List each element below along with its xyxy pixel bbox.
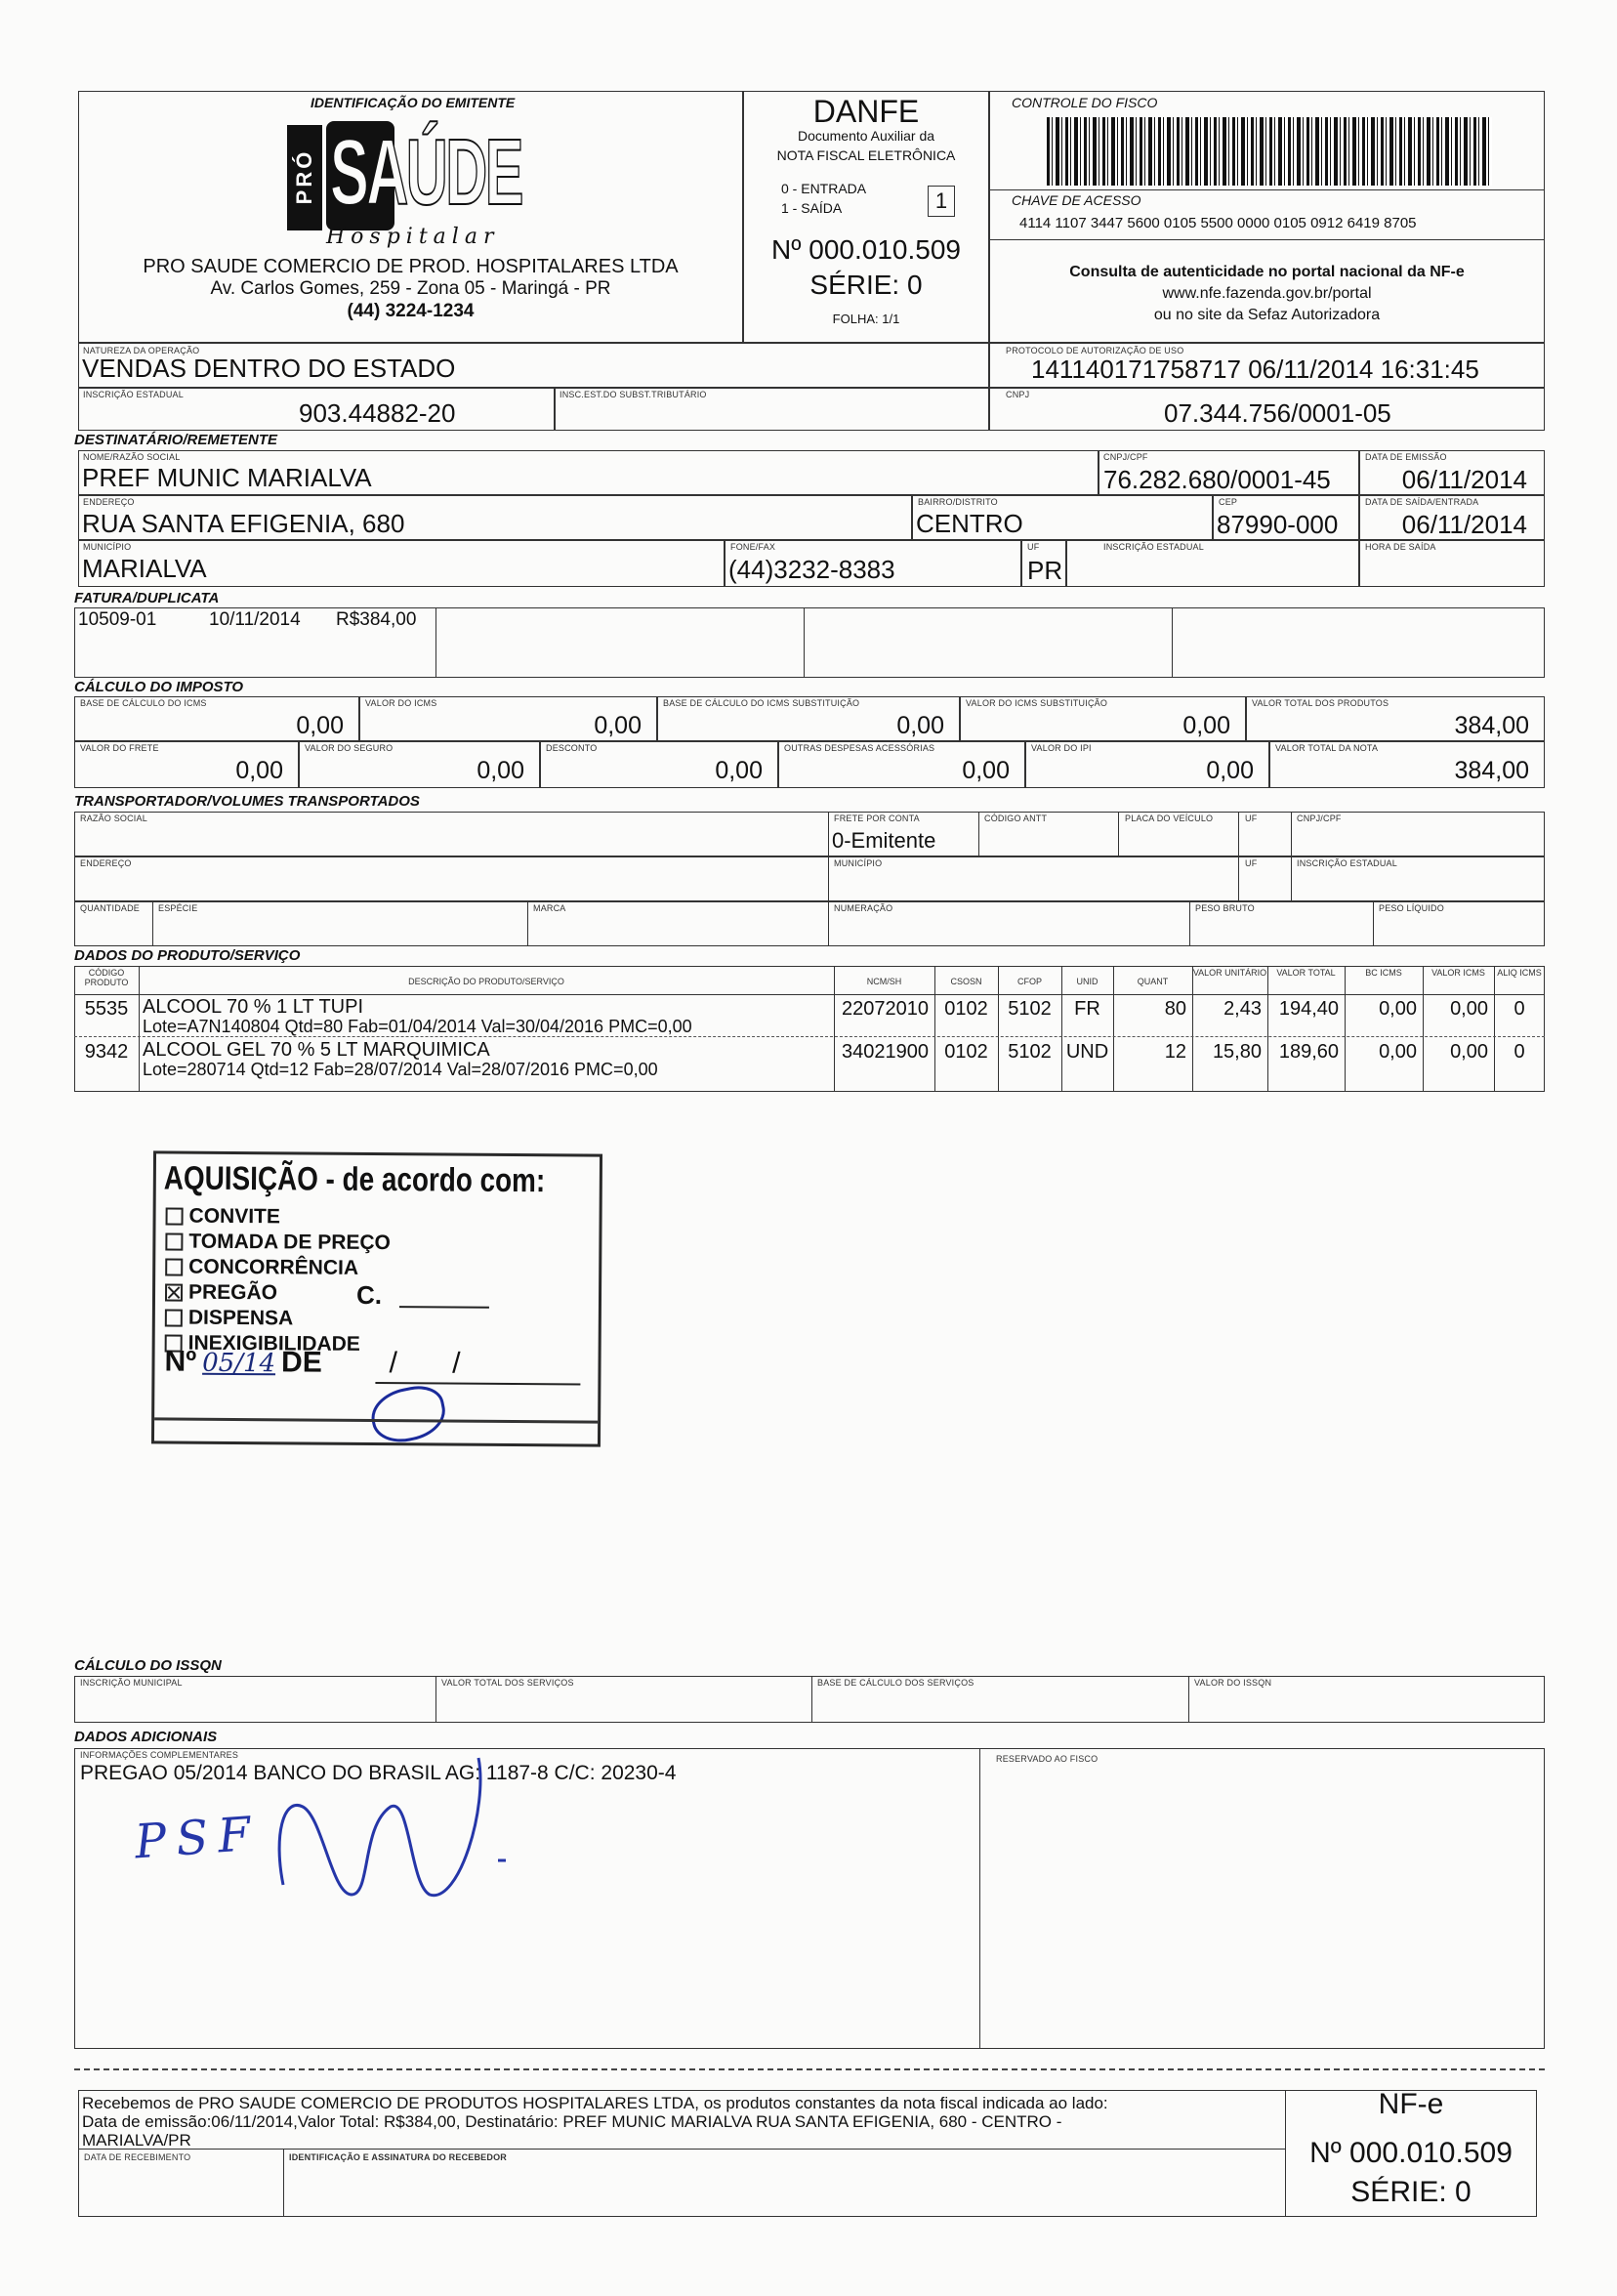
handwritten-psf: PSF	[133, 1806, 263, 1870]
canhoto-numero: Nº 000.010.509	[1309, 2137, 1513, 2169]
stamp-option-label: TOMADA DE PREÇO	[188, 1230, 391, 1255]
transp-razao-label: RAZÃO SOCIAL	[80, 814, 147, 823]
consulta-line-2: www.nfe.fazenda.gov.br/portal	[1162, 285, 1372, 302]
produtos-header-cfop: CFOP	[1016, 977, 1042, 986]
transp-div-c	[1118, 812, 1119, 856]
consulta-line-1: Consulta de autenticidade no portal nacional da NF-e	[1069, 264, 1465, 280]
imposto-cell-label: VALOR DO ICMS	[365, 698, 437, 708]
stamp-initials-signature	[367, 1381, 450, 1447]
emitente-cnpj-label: CNPJ	[1006, 390, 1030, 399]
issqn-im-label: INSCRIÇÃO MUNICIPAL	[80, 1678, 183, 1688]
produto-cfop: 5102	[1008, 998, 1052, 1020]
transp-numeracao-label: NUMERAÇÃO	[834, 903, 893, 913]
produtos-header-ncm: NCM/SH	[866, 977, 902, 986]
destinatario-section-label: DESTINATÁRIO/REMETENTE	[74, 432, 278, 448]
produto-aliq-icms: 0	[1513, 1041, 1525, 1063]
produtos-col-divider	[1345, 966, 1346, 1092]
checkbox-empty-icon	[165, 1259, 183, 1276]
dest-ie-label: INSCRIÇÃO ESTADUAL	[1103, 542, 1204, 552]
company-logo	[287, 115, 541, 249]
stamp-date-blank: / /	[389, 1347, 484, 1380]
imposto-cell-label: VALOR DO FRETE	[80, 743, 159, 753]
produto-ncm: 34021900	[842, 1041, 929, 1063]
produtos-header-valor-total: VALOR TOTAL	[1276, 968, 1336, 978]
danfe-subtitle-2: NOTA FISCAL ELETRÔNICA	[776, 147, 956, 163]
issqn-div-3	[1188, 1676, 1189, 1723]
stamp-option-label: DISPENSA	[187, 1306, 294, 1330]
issqn-servicos-label: VALOR TOTAL DOS SERVIÇOS	[441, 1678, 574, 1688]
produto-descricao: ALCOOL 70 % 1 LT TUPI	[143, 996, 364, 1018]
produtos-col-divider	[1267, 966, 1268, 1092]
produto-quant: 12	[1164, 1041, 1186, 1063]
transp-especie-label: ESPÉCIE	[158, 903, 198, 913]
produtos-header-aliq-icms: ALIQ ICMS	[1497, 968, 1542, 978]
fatura-divider-2	[804, 607, 805, 678]
produto-valor-total: 194,40	[1278, 998, 1339, 1020]
stamp-title: AQUISIÇÃO - de acordo com:	[163, 1159, 546, 1200]
produto-csosn: 0102	[944, 1041, 988, 1063]
produtos-header-unid: UNID	[1076, 977, 1099, 986]
produto-valor-total: 189,60	[1278, 1041, 1339, 1063]
issqn-box	[74, 1676, 1545, 1723]
adicionais-section-label: DADOS ADICIONAIS	[74, 1729, 218, 1745]
emitente-cnpj-value: 07.344.756/0001-05	[1164, 398, 1391, 428]
produto-aliq-icms: 0	[1513, 998, 1525, 1020]
issqn-div-1	[435, 1676, 436, 1723]
transp-marca-label: MARCA	[533, 903, 566, 913]
emitente-name: PRO SAUDE COMERCIO DE PROD. HOSPITALARES LTDA	[143, 256, 679, 277]
produto-codigo: 9342	[84, 1041, 129, 1063]
produto-valor-unit: 2,43	[1223, 998, 1262, 1020]
canhoto-divider-v1	[283, 2149, 284, 2217]
produto-valor-icms: 0,00	[1450, 1041, 1488, 1063]
dest-emissao-label: DATA DE EMISSÃO	[1365, 452, 1447, 462]
produto-ncm: 22072010	[842, 998, 929, 1020]
stamp-option-label: CONVITE	[188, 1204, 281, 1229]
dest-cep-value: 87990-000	[1217, 510, 1339, 539]
emitente-address: Av. Carlos Gomes, 259 - Zona 05 - Maringá - PR	[210, 278, 611, 299]
transp-div-h	[1291, 856, 1292, 901]
fisco-divider-1	[989, 189, 1545, 190]
dest-municipio-value: MARIALVA	[82, 554, 207, 583]
produtos-header-valor-icms: VALOR ICMS	[1431, 968, 1485, 978]
imposto-cell-label: VALOR DO ICMS SUBSTITUIÇÃO	[966, 698, 1108, 708]
produto-bc-icms: 0,00	[1379, 1041, 1417, 1063]
acquisition-stamp	[151, 1150, 602, 1446]
produtos-header-bc-icms: BC ICMS	[1365, 968, 1402, 978]
produto-lote: Lote=A7N140804 Qtd=80 Fab=01/04/2014 Val=30/04/2016 PMC=0,00	[143, 1017, 692, 1036]
transp-peso-bruto-label: PESO BRUTO	[1195, 903, 1255, 913]
handwritten-signature	[244, 1748, 537, 1943]
checkbox-empty-icon	[166, 1208, 184, 1226]
ie-st-label: INSC.EST.DO SUBST.TRIBUTÁRIO	[560, 390, 707, 399]
transp-frete-label: FRETE POR CONTA	[834, 814, 920, 823]
imposto-cell-value: 0,00	[594, 712, 642, 739]
transp-cnpj-label: CNPJ/CPF	[1297, 814, 1342, 823]
transp-antt-label: CÓDIGO ANTT	[984, 814, 1048, 823]
imposto-cell-value: 0,00	[896, 712, 944, 739]
stamp-numero-row	[164, 1345, 321, 1379]
stamp-option-label: CONCORRÊNCIA	[188, 1255, 359, 1279]
produto-cfop: 5102	[1008, 1041, 1052, 1063]
transp-quantidade-label: QUANTIDADE	[80, 903, 141, 913]
canhoto-nfe: NF-e	[1378, 2088, 1444, 2120]
ie-value: 903.44882-20	[299, 398, 456, 428]
dest-cnpj-label: CNPJ/CPF	[1103, 452, 1148, 462]
stamp-de-label: DE	[280, 1346, 322, 1379]
imposto-cell-value: 0,00	[296, 712, 344, 739]
transp-div-l	[1189, 901, 1190, 946]
stamp-dispensa-line	[399, 1306, 489, 1309]
transp-div-k	[828, 901, 829, 946]
logo-saude-text: SAÚDE	[330, 120, 521, 225]
natureza-value: VENDAS DENTRO DO ESTADO	[82, 354, 456, 383]
transp-row3	[74, 901, 1545, 946]
adicionais-divider	[979, 1748, 980, 2049]
natureza-label: NATUREZA DA OPERAÇÃO	[83, 346, 200, 355]
produto-descricao: ALCOOL GEL 70 % 5 LT MARQUIMICA	[143, 1039, 490, 1061]
imposto-cell-label: BASE DE CÁLCULO DO ICMS	[80, 698, 207, 708]
stamp-option	[165, 1306, 294, 1330]
danfe-numero: Nº 000.010.509	[771, 234, 961, 265]
canhoto-serie: SÉRIE: 0	[1350, 2176, 1472, 2208]
transp-uf2-label: UF	[1245, 858, 1258, 868]
transp-ie-label: INSCRIÇÃO ESTADUAL	[1297, 858, 1397, 868]
fatura-valor: R$384,00	[336, 609, 417, 630]
stamp-date-line	[375, 1382, 580, 1385]
transp-peso-liquido-label: PESO LÍQUIDO	[1379, 903, 1444, 913]
logo-hospitalar-text: Hospitalar	[326, 225, 500, 249]
canhoto-text-2: Data de emissão:06/11/2014,Valor Total: R$384,00, Destinatário: PREF MUNIC MARIALVA RUA SANTA EFIGENIA, 680 - CENTRO -	[82, 2112, 1062, 2131]
transp-div-a	[828, 812, 829, 856]
transp-municipio-label: MUNICÍPIO	[834, 858, 883, 868]
imposto-cell-label: VALOR DO SEGURO	[305, 743, 394, 753]
fatura-vencimento: 10/11/2014	[209, 609, 301, 630]
imposto-cell-value: 0,00	[962, 757, 1010, 784]
transp-div-m	[1373, 901, 1374, 946]
imposto-cell-value: 384,00	[1454, 757, 1529, 784]
imposto-cell-value: 384,00	[1454, 712, 1529, 739]
dest-endereco-label: ENDEREÇO	[83, 497, 135, 507]
danfe-folha: FOLHA: 1/1	[832, 312, 900, 326]
imposto-cell-label: BASE DE CÁLCULO DO ICMS SUBSTITUIÇÃO	[663, 698, 860, 708]
stamp-option-label: PREGÃO	[187, 1280, 278, 1305]
produtos-header-valor-unit: VALOR UNITÁRIO	[1192, 968, 1267, 978]
logo-pro-text: PRÓ	[292, 148, 316, 205]
produto-unid: UND	[1065, 1041, 1109, 1063]
transp-div-j	[527, 901, 528, 946]
adicionais-info-value: PREGAO 05/2014 BANCO DO BRASIL AG: 1187-8 C/C: 20230-4	[80, 1762, 677, 1784]
transp-frete-value: 0-Emitente	[832, 828, 936, 853]
danfe-subtitle-1: Documento Auxiliar da	[797, 128, 935, 144]
produtos-col-divider	[1494, 966, 1495, 1092]
dest-uf-value: PR	[1027, 556, 1063, 585]
controle-fisco-label: CONTROLE DO FISCO	[1012, 95, 1158, 110]
fatura-section-label: FATURA/DUPLICATA	[74, 590, 220, 606]
fatura-divider-1	[435, 607, 436, 678]
canhoto-text-3: MARIALVA/PR	[82, 2131, 191, 2150]
transp-div-f	[828, 856, 829, 901]
transp-div-e	[1291, 812, 1292, 856]
adicionais-reservado-label: RESERVADO AO FISCO	[996, 1754, 1099, 1764]
dest-cnpj-value: 76.282.680/0001-45	[1103, 465, 1331, 494]
protocolo-value: 141140171758717 06/11/2014 16:31:45	[1031, 355, 1479, 384]
produtos-col-divider	[1192, 966, 1193, 1092]
stamp-option	[165, 1280, 277, 1305]
chave-acesso-label: CHAVE DE ACESSO	[1012, 192, 1141, 208]
danfe-tipo-box: 1	[928, 186, 955, 217]
produto-lote: Lote=280714 Qtd=12 Fab=28/07/2014 Val=28/07/2016 PMC=0,00	[143, 1060, 658, 1079]
dest-emissao-value: 06/11/2014	[1401, 465, 1527, 494]
produto-quant: 80	[1164, 998, 1186, 1020]
imposto-cell-value: 0,00	[1206, 757, 1254, 784]
ie-label: INSCRIÇÃO ESTADUAL	[83, 390, 184, 399]
dest-endereco-value: RUA SANTA EFIGENIA, 680	[82, 509, 405, 538]
chave-acesso-value: 4114 1107 3447 5600 0105 5500 0000 0105 0912 6419 8705	[1019, 215, 1417, 231]
produtos-header-csosn: CSOSN	[950, 977, 982, 986]
stamp-option-label: INEXIGIBILIDADE	[187, 1331, 360, 1356]
dest-cep-label: CEP	[1219, 497, 1238, 507]
canhoto-text-1: Recebemos de PRO SAUDE COMERCIO DE PRODUTOS HOSPITALARES LTDA, os produtos constantes da nota fiscal indicada ao lado:	[82, 2094, 1108, 2112]
dest-fone-value: (44)3232-8383	[728, 555, 895, 584]
transp-div-g	[1238, 856, 1239, 901]
transp-placa-label: PLACA DO VEÍCULO	[1125, 814, 1214, 823]
emitente-section-label: IDENTIFICAÇÃO DO EMITENTE	[311, 95, 516, 110]
dest-hora-label: HORA DE SAÍDA	[1365, 542, 1436, 552]
produto-codigo: 5535	[84, 998, 129, 1020]
issqn-div-2	[811, 1676, 812, 1723]
produtos-header-divider	[74, 994, 1545, 995]
fatura-numero: 10509-01	[78, 609, 157, 630]
dest-nome-label: NOME/RAZÃO SOCIAL	[83, 452, 181, 462]
dest-municipio-label: MUNICÍPIO	[83, 542, 132, 552]
produto-bc-icms: 0,00	[1379, 998, 1417, 1020]
produtos-col-divider	[1423, 966, 1424, 1092]
dest-bairro-value: CENTRO	[916, 509, 1023, 538]
produto-csosn: 0102	[944, 998, 988, 1020]
produtos-header-quant: QUANT	[1137, 977, 1169, 986]
imposto-cell-label: VALOR TOTAL DA NOTA	[1275, 743, 1379, 753]
adicionais-info-label: INFORMAÇÕES COMPLEMENTARES	[80, 1750, 239, 1760]
stamp-option	[165, 1255, 358, 1279]
imposto-cell-label: VALOR DO IPI	[1031, 743, 1092, 753]
dest-fone-label: FONE/FAX	[730, 542, 776, 552]
imposto-cell-value: 0,00	[235, 757, 283, 784]
produtos-section-label: DADOS DO PRODUTO/SERVIÇO	[74, 947, 301, 964]
stamp-numero-value: 05/14	[202, 1348, 276, 1379]
imposto-cell-label: DESCONTO	[546, 743, 598, 753]
imposto-cell-value: 0,00	[715, 757, 763, 784]
dest-saida-label: DATA DE SAÍDA/ENTRADA	[1365, 497, 1479, 507]
canhoto-divider-h	[78, 2149, 1285, 2150]
transportador-section-label: TRANSPORTADOR/VOLUMES TRANSPORTADOS	[74, 793, 420, 810]
issqn-base-label: BASE DE CÁLCULO DOS SERVIÇOS	[817, 1678, 974, 1688]
imposto-section-label: CÁLCULO DO IMPOSTO	[74, 679, 244, 695]
danfe-title: DANFE	[812, 94, 920, 129]
stamp-option	[166, 1204, 281, 1229]
transp-endereco-label: ENDEREÇO	[80, 858, 132, 868]
dest-saida-value: 06/11/2014	[1401, 510, 1527, 539]
issqn-section-label: CÁLCULO DO ISSQN	[74, 1657, 222, 1674]
danfe-saida: 1 - SAÍDA	[781, 200, 843, 216]
canhoto-data-label: DATA DE RECEBIMENTO	[84, 2152, 191, 2162]
imposto-cell-value: 0,00	[1182, 712, 1230, 739]
transp-div-b	[978, 812, 979, 856]
issqn-valor-label: VALOR DO ISSQN	[1194, 1678, 1272, 1688]
consulta-line-3: ou no site da Sefaz Autorizadora	[1153, 307, 1381, 323]
dest-nome-value: PREF MUNIC MARIALVA	[82, 463, 372, 492]
checkbox-empty-icon	[165, 1233, 183, 1251]
transp-div-d	[1238, 812, 1239, 856]
danfe-entrada: 0 - ENTRADA	[781, 181, 867, 196]
transp-div-i	[152, 901, 153, 946]
stamp-dispensa-suffix: C.	[355, 1279, 383, 1311]
imposto-cell-value: 0,00	[477, 757, 524, 784]
protocolo-label: PROTOCOLO DE AUTORIZAÇÃO DE USO	[1006, 346, 1184, 355]
imposto-cell-label: OUTRAS DESPESAS ACESSÓRIAS	[784, 743, 935, 753]
dest-uf-label: UF	[1027, 542, 1040, 552]
transp-uf-label: UF	[1245, 814, 1258, 823]
checkbox-checked-icon	[165, 1284, 183, 1302]
produto-valor-unit: 15,80	[1212, 1041, 1262, 1063]
checkbox-empty-icon	[165, 1310, 183, 1327]
produtos-header-descricao: DESCRIÇÃO DO PRODUTO/SERVIÇO	[408, 977, 564, 986]
barcode	[1047, 117, 1492, 186]
produto-valor-icms: 0,00	[1450, 998, 1488, 1020]
imposto-cell-label: VALOR TOTAL DOS PRODUTOS	[1252, 698, 1389, 708]
fatura-divider-3	[1172, 607, 1173, 678]
danfe-serie: SÉRIE: 0	[809, 270, 923, 300]
canhoto-assinatura-label: IDENTIFICAÇÃO E ASSINATURA DO RECEBEDOR	[289, 2152, 507, 2162]
stamp-option	[165, 1230, 391, 1255]
fisco-divider-2	[989, 239, 1545, 240]
produtos-header-codigo: CÓDIGO PRODUTO	[84, 968, 129, 987]
cut-line	[74, 2068, 1545, 2070]
emitente-phone: (44) 3224-1234	[347, 301, 475, 321]
stamp-numero-prefix: Nº	[164, 1345, 197, 1378]
signature-stroke	[279, 1758, 480, 1896]
dest-bairro-label: BAIRRO/DISTRITO	[918, 497, 998, 507]
produto-unid: FR	[1074, 998, 1100, 1020]
